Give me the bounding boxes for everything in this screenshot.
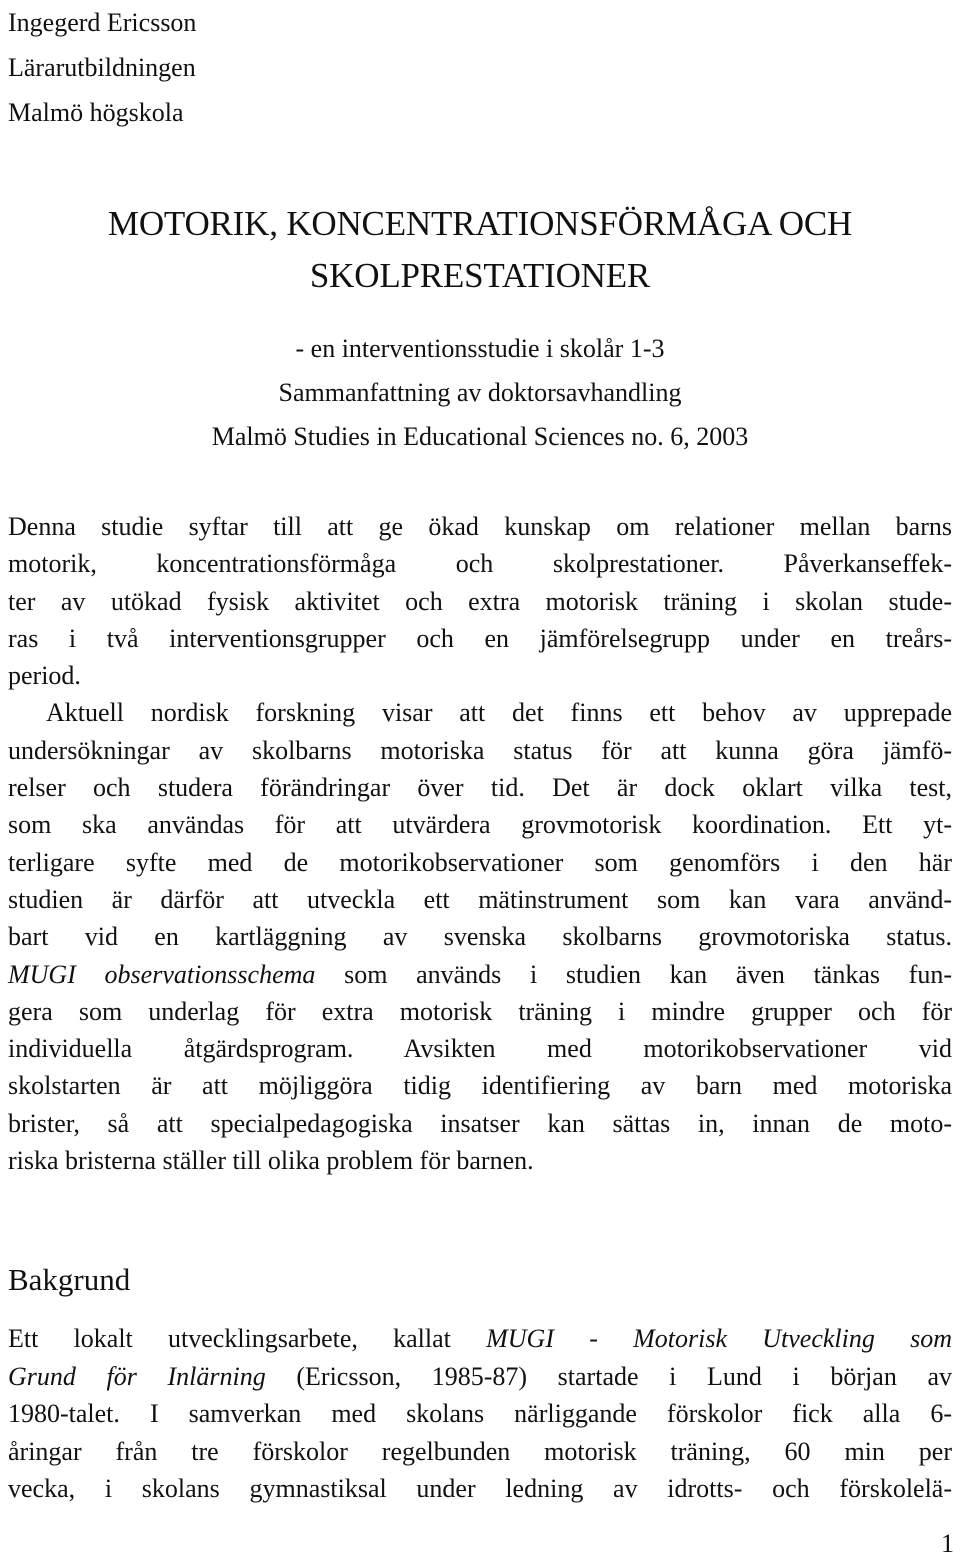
summary-line (8, 956, 952, 993)
summary-line: riska bristerna ställer till olika problem för barnen. (8, 1146, 534, 1176)
background-line: åringar från tre förskolor regelbunden motorisk träning, 60 min per (8, 1436, 952, 1466)
subtitle-line-1: - en interventionsstudie i skolår 1-3 (295, 334, 665, 363)
summary-line: Aktuell nordisk forskning visar att det finns ett behov av upprepade (46, 698, 952, 728)
background-line-rest: (Ericsson, 1985-87) startade i Lund i början av (265, 1361, 952, 1391)
author-name: Ingegerd Ericsson (8, 8, 197, 37)
author-block (8, 0, 196, 135)
summary-line: Denna studie syftar till att ge ökad kunskap om relationer mellan barns (8, 512, 952, 541)
background-line-start: Ett lokalt utvecklingsarbete, kallat (8, 1324, 487, 1353)
background-line: vecka, i skolans gymnastiksal under ledning av idrotts- och förskolelä- (8, 1474, 952, 1504)
page-number: 1 (941, 1529, 954, 1558)
author-department: Lärarutbildningen (8, 53, 196, 82)
summary-line: studien är därför att utveckla ett mätinstrument som kan vara använd- (8, 884, 952, 914)
background-line (8, 1358, 952, 1396)
italic-term: Grund för Inlärning (8, 1361, 266, 1391)
author-institution: Malmö högskola (8, 98, 184, 127)
summary-line: bart vid en kartläggning av svenska skolbarns grovmotoriska status. (8, 922, 952, 952)
italic-term: MUGI - Motorisk Utveckling som (486, 1324, 952, 1353)
subtitle-line-3: Malmö Studies in Educational Sciences no. 6, 2003 (211, 422, 749, 451)
summary-line: ter av utökad fysisk aktivitet och extra motorisk träning i skolan stude- (8, 586, 952, 616)
summary-line: brister, så att specialpedagogiska insatser kan sättas in, innan de moto- (8, 1108, 952, 1138)
summary-line: terligare syfte med de motorikobservationer som genomförs i den här (8, 847, 952, 877)
italic-term: MUGI observationsschema (8, 959, 316, 989)
summary-line: undersökningar av skolbarns motoriska status för att kunna göra jämfö- (8, 735, 952, 765)
title-line-1: MOTORIK, KONCENTRATIONSFÖRMÅGA OCH (107, 204, 853, 243)
summary-line: skolstarten är att möjliggöra tidig identifiering av barn med motoriska (8, 1071, 952, 1101)
subtitle-block (0, 327, 960, 459)
document-title (0, 198, 960, 302)
section-heading: Bakgrund (8, 1262, 131, 1297)
background-line (8, 1320, 952, 1358)
title-line-2: SKOLPRESTATIONER (309, 256, 651, 295)
summary-text (8, 508, 952, 1179)
background-text (8, 1320, 952, 1508)
summary-line: ras i två interventionsgrupper och en jämförelsegrupp under en treårs- (8, 623, 952, 653)
summary-line: som ska användas för att utvärdera grovmotorisk koordination. Ett yt- (8, 810, 952, 840)
summary-line: period. (8, 661, 81, 691)
summary-line-rest: som används i studien kan även tänkas fun- (315, 959, 952, 989)
summary-line: individuella åtgärdsprogram. Avsikten med motorikobservationer vid (8, 1034, 952, 1064)
summary-line: gera som underlag för extra motorisk träning i mindre grupper och för (8, 996, 952, 1026)
summary-line: relser och studera förändringar över tid. Det är dock oklart vilka test, (8, 773, 952, 803)
summary-line: motorik, koncentrationsförmåga och skolprestationer. Påverkanseffek- (8, 549, 952, 579)
background-line: 1980-talet. I samverkan med skolans närliggande förskolor fick alla 6- (8, 1399, 952, 1429)
subtitle-line-2: Sammanfattning av doktorsavhandling (278, 378, 682, 407)
